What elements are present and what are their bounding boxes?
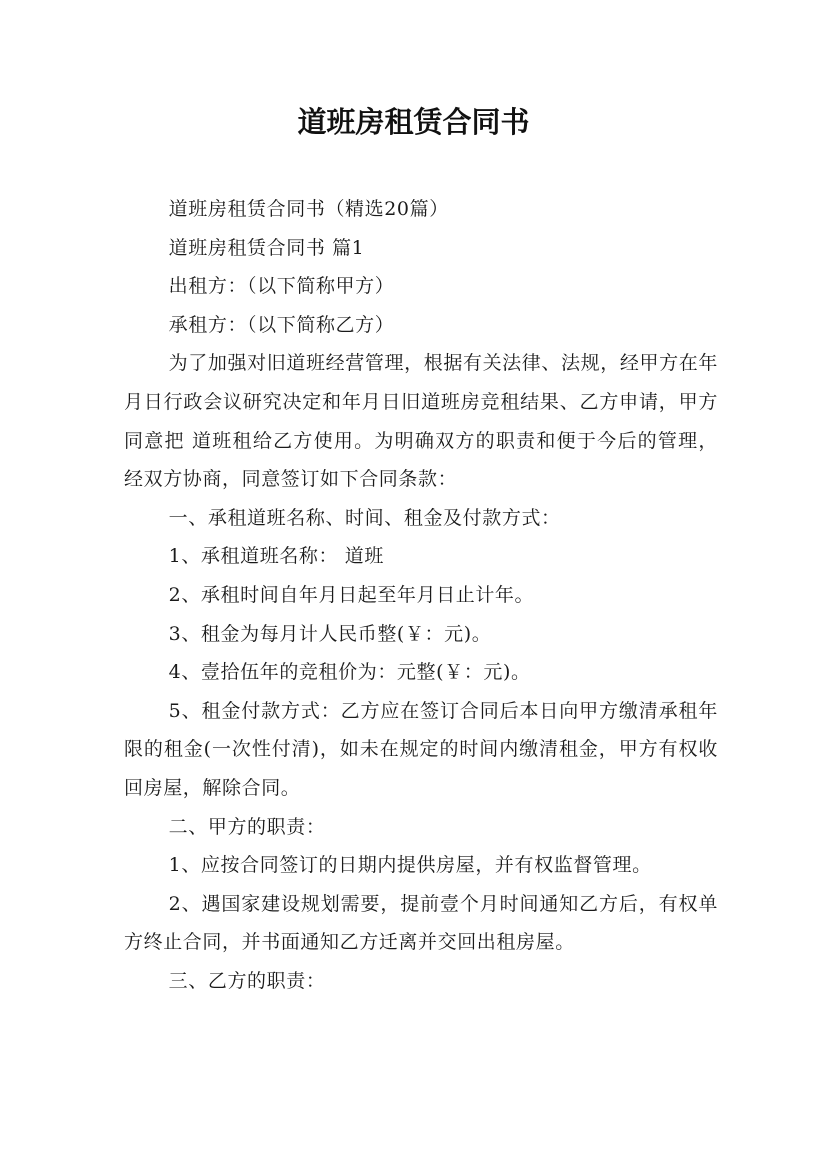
paragraph-preamble: 为了加强对旧道班经营管理，根据有关法律、法规，经甲方在年月日行政会议研究决定和年月日旧道班房竞租结果、乙方申请，甲方同意把 道班租给乙方使用。为明确双方的职责和便于今后的管理，经双方协商，同意签订如下合同条款： — [124, 352, 718, 491]
document-title: 道班房租赁合同书 — [297, 105, 530, 139]
paragraph-clause-2-2: 2、遇国家建设规划需要，提前壹个月时间通知乙方后，有权单方终止合同，并书面通知乙方迁离并交回出租房屋。 — [124, 892, 718, 954]
paragraph-clause-2-1: 1、应按合同签订的日期内提供房屋，并有权监督管理。 — [168, 854, 652, 877]
paragraph-lessor: 出租方：（以下简称甲方） — [168, 275, 395, 298]
paragraph-lessee: 承租方：（以下简称乙方） — [168, 313, 395, 336]
paragraph-clause-1-4: 4、壹拾伍年的竞租价为：元整(￥：元)。 — [168, 661, 531, 684]
paragraph-clause-1-heading: 一、承租道班名称、时间、租金及付款方式： — [168, 506, 561, 529]
paragraph-clause-2-heading: 二、甲方的职责： — [168, 815, 326, 838]
paragraph-clause-3-heading: 三、乙方的职责： — [168, 969, 326, 992]
paragraph-section-heading: 道班房租赁合同书 篇1 — [168, 236, 365, 259]
document-body — [124, 190, 718, 1000]
paragraph-clause-1-2: 2、承租时间自年月日起至年月日止计年。 — [168, 583, 535, 606]
paragraph-subtitle: 道班房租赁合同书（精选20篇） — [168, 198, 449, 220]
paragraph-clause-1-1: 1、承租道班名称： 道班 — [168, 545, 384, 568]
paragraph-clause-1-3: 3、租金为每月计人民币整(￥：元)。 — [168, 622, 492, 645]
paragraph-clause-1-5: 5、租金付款方式：乙方应在签订合同后本日向甲方缴清承租年限的租金(一次性付清)，如未在规定的时间内缴清租金，甲方有权收回房屋，解除合同。 — [124, 699, 718, 799]
